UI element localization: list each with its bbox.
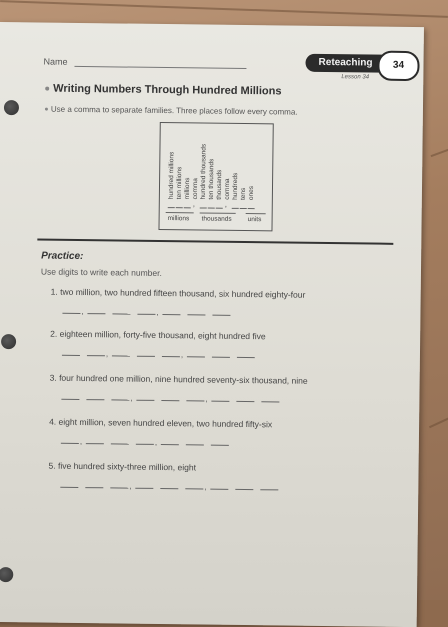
place-label: tens	[239, 187, 247, 201]
answer-blank[interactable]	[110, 487, 128, 488]
answer-blank[interactable]	[212, 315, 230, 316]
answer-blank[interactable]	[161, 444, 179, 445]
place-label: hundreds	[231, 172, 240, 200]
digit-slot	[248, 208, 255, 209]
answer-blank[interactable]	[87, 355, 105, 356]
place-label: millions	[183, 177, 192, 200]
digit-slot	[176, 207, 183, 208]
page-title: Writing Numbers Through Hundred Millions	[53, 82, 282, 98]
practice-item-text: 2. eighteen million, forty-five thousand, eight hundred five	[50, 328, 266, 342]
answer-blank[interactable]	[187, 356, 205, 357]
answer-blank[interactable]	[135, 488, 153, 489]
practice-instruction: Use digits to write each number.	[40, 266, 162, 278]
answer-comma: ,	[180, 350, 184, 360]
answer-blank[interactable]	[137, 314, 155, 315]
digit-slot	[232, 208, 239, 209]
answer-blank[interactable]	[187, 314, 205, 315]
family-bracket	[200, 212, 236, 213]
place-label: ten millions	[175, 166, 184, 200]
practice-item-text: 4. eight million, seven hundred eleven, two hundred fifty-six	[49, 416, 273, 430]
answer-blank[interactable]	[236, 401, 254, 402]
lesson-number-badge: 34	[377, 51, 419, 82]
instruction-text: Use a comma to separate families. Three places follow every comma.	[50, 104, 298, 117]
answer-blank[interactable]	[61, 399, 79, 400]
family-label: millions	[167, 215, 190, 223]
digit-slot	[200, 207, 207, 208]
answer-blank[interactable]	[162, 314, 180, 315]
answer-comma: ,	[205, 394, 208, 404]
answer-blank[interactable]	[210, 489, 228, 490]
answer-blank[interactable]	[62, 313, 80, 314]
answer-blank[interactable]	[136, 444, 154, 445]
answer-blank[interactable]	[185, 488, 203, 489]
answer-blank[interactable]	[87, 313, 105, 314]
family-label: thousands	[201, 215, 232, 223]
answer-blank[interactable]	[260, 489, 278, 490]
digit-slot	[168, 207, 175, 208]
answer-blank[interactable]	[85, 487, 103, 488]
binder-hole	[1, 334, 16, 349]
answer-blank[interactable]	[211, 401, 229, 402]
bullet-icon	[45, 87, 49, 91]
answer-blank[interactable]	[60, 487, 78, 488]
digit-slot	[184, 207, 191, 208]
place-label: hundred millions	[167, 151, 176, 200]
worksheet-page	[0, 22, 424, 627]
digit-slot	[216, 208, 223, 209]
place-label: comma	[223, 178, 232, 200]
comma-mark: ,	[192, 199, 196, 209]
answer-blank[interactable]	[237, 357, 255, 358]
answer-comma: ,	[129, 481, 132, 491]
answer-blank[interactable]	[137, 356, 155, 357]
reteaching-badge: Reteaching	[305, 54, 385, 73]
digit-slot	[208, 208, 215, 209]
practice-item-text: 1. two million, two hundred fifteen thousand, six hundred eighty-four	[50, 286, 306, 300]
family-bracket	[166, 212, 194, 213]
answer-blank[interactable]	[162, 356, 180, 357]
answer-blank[interactable]	[61, 443, 79, 444]
place-label: ones	[247, 185, 256, 201]
answer-comma: ,	[130, 393, 133, 403]
answer-blank[interactable]	[212, 357, 230, 358]
answer-blank[interactable]	[261, 401, 279, 402]
answer-blank[interactable]	[86, 399, 104, 400]
practice-heading: Practice:	[41, 250, 84, 263]
answer-blank[interactable]	[186, 400, 204, 401]
answer-blank[interactable]	[161, 400, 179, 401]
answer-comma: ,	[204, 482, 207, 492]
binder-hole	[4, 100, 19, 115]
answer-comma: ,	[81, 307, 84, 317]
answer-blank[interactable]	[112, 355, 130, 356]
digit-slot	[240, 208, 247, 209]
answer-blank[interactable]	[111, 399, 129, 400]
answer-blank[interactable]	[186, 444, 204, 445]
place-label: thousands	[215, 169, 224, 200]
answer-comma: ,	[154, 437, 158, 447]
practice-item-text: 5. five hundred sixty-three million, eight	[48, 460, 197, 473]
section-divider	[37, 238, 393, 244]
answer-blank[interactable]	[136, 400, 154, 401]
name-line	[74, 66, 246, 69]
answer-blank[interactable]	[211, 445, 229, 446]
family-label: units	[247, 216, 262, 224]
place-label: hundred thousands	[199, 143, 208, 200]
answer-comma: ,	[156, 307, 159, 317]
practice-item-text: 3. four hundred one million, nine hundred seventy-six thousand, nine	[49, 372, 308, 386]
lesson-label: Lesson 34	[341, 74, 370, 81]
name-label: Name	[43, 56, 68, 67]
answer-blank[interactable]	[160, 488, 178, 489]
answer-blank[interactable]	[62, 355, 80, 356]
place-label: comma	[191, 178, 200, 200]
answer-blank[interactable]	[86, 443, 104, 444]
answer-comma: ,	[105, 349, 109, 359]
comma-mark: ,	[224, 199, 228, 209]
place-label: ten thousands	[207, 158, 216, 200]
answer-blank[interactable]	[112, 313, 130, 314]
family-bracket	[246, 213, 266, 214]
bullet-icon	[45, 108, 48, 111]
answer-comma: ,	[79, 437, 83, 447]
answer-blank[interactable]	[111, 443, 129, 444]
binder-hole	[0, 567, 13, 582]
place-value-chart	[158, 122, 273, 231]
answer-blank[interactable]	[235, 489, 253, 490]
